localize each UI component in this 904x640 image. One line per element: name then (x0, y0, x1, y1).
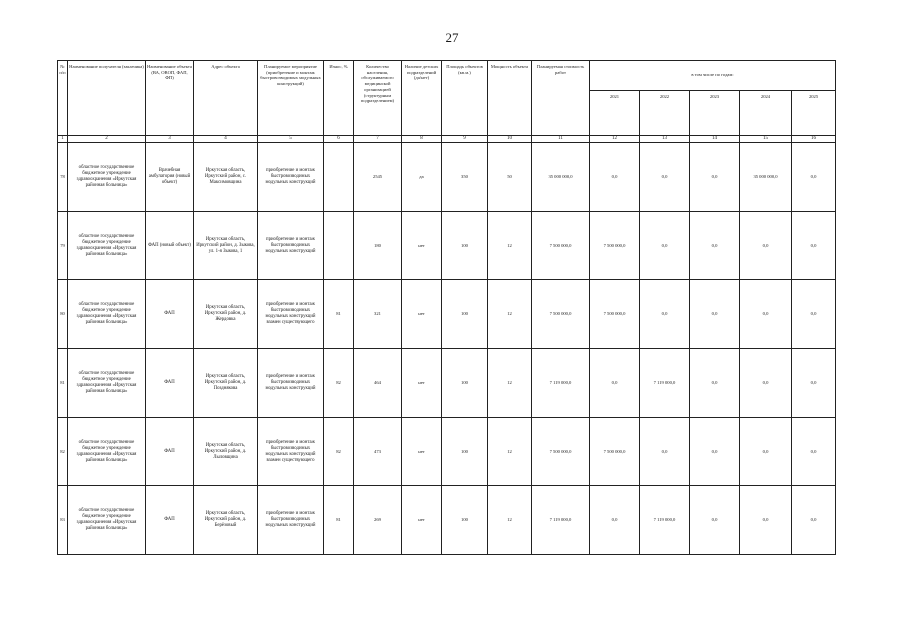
table-row (58, 143, 836, 212)
header-address: Адрес объекта (194, 61, 258, 136)
year-2024-cell: 0,0 (740, 211, 792, 280)
col-number: 14 (690, 135, 740, 142)
row-number: 78 (58, 143, 68, 212)
cost-cell: 7 500 000,0 (532, 417, 590, 486)
header-row (58, 61, 836, 91)
action-cell: приобретение и монтаж быстровозводимых модульных конструкций (258, 211, 324, 280)
year-2024-cell: 0,0 (740, 280, 792, 349)
address-cell: Иркутская область, Иркутский район, с. Максимовщина (194, 143, 258, 212)
year-2022-cell: 0,0 (640, 280, 690, 349)
page-number: 27 (445, 30, 459, 45)
year-2024-cell: 0,0 (740, 417, 792, 486)
header-wear: Износ, % (324, 61, 354, 136)
capacity-cell: 12 (488, 486, 532, 555)
table-row (58, 349, 836, 418)
header-object: Наименование объекта (ВА, ОВОП, ФАП, ФП) (146, 61, 194, 136)
col-number: 11 (532, 135, 590, 142)
header-children: Наличие детских подразделений (да/нет) (402, 61, 442, 136)
year-2022-cell: 7 119 000,0 (640, 349, 690, 418)
area-cell: 350 (442, 143, 488, 212)
header-recipient: Наименование получателя (заказчика) (68, 61, 146, 136)
population-cell: 180 (354, 211, 402, 280)
capacity-cell: 50 (488, 143, 532, 212)
column-number-row (58, 135, 836, 142)
recipient-cell: областное государственное бюджетное учреждение здравоохранения «Иркутская районная больница» (68, 280, 146, 349)
object-cell: Врачебная амбулатория (новый объект) (146, 143, 194, 212)
header-num: № п/п (58, 61, 68, 136)
population-cell: 321 (354, 280, 402, 349)
recipient-cell: областное государственное бюджетное учреждение здравоохранения «Иркутская районная больница» (68, 349, 146, 418)
capacity-cell: 12 (488, 280, 532, 349)
cost-cell: 7 500 000,0 (532, 211, 590, 280)
header-years-group: в том числе по годам: (590, 61, 836, 91)
col-number: 4 (194, 135, 258, 142)
address-cell: Иркутская область, Иркутский район, д. Зыкова, ул. 1-я Зыкова, 1 (194, 211, 258, 280)
year-2022-cell: 0,0 (640, 143, 690, 212)
area-cell: 100 (442, 280, 488, 349)
area-cell: 100 (442, 349, 488, 418)
year-2024-cell: 0,0 (740, 349, 792, 418)
header-capacity: Мощность объекта (488, 61, 532, 136)
wear-cell (324, 211, 354, 280)
header-area: Площадь объектов (кв.м.) (442, 61, 488, 136)
population-cell: 269 (354, 486, 402, 555)
investment-table (57, 60, 836, 555)
year-2025-cell: 0,0 (792, 349, 836, 418)
capacity-cell: 12 (488, 349, 532, 418)
row-number: 81 (58, 349, 68, 418)
area-cell: 100 (442, 486, 488, 555)
children-cell: нет (402, 417, 442, 486)
cost-cell: 7 119 000,0 (532, 486, 590, 555)
population-cell: 473 (354, 417, 402, 486)
header-year-2023: 2023 (690, 90, 740, 135)
year-2021-cell: 7 500 000,0 (590, 417, 640, 486)
header-year-2025: 2025 (792, 90, 836, 135)
area-cell: 100 (442, 211, 488, 280)
header-year-2022: 2022 (640, 90, 690, 135)
col-number: 2 (68, 135, 146, 142)
header-population: Количество населения, обслуживаемого медицинской организацией (структурным подразделением) (354, 61, 402, 136)
header-year-2021: 2021 (590, 90, 640, 135)
object-cell: ФАП (146, 486, 194, 555)
year-2025-cell: 0,0 (792, 143, 836, 212)
children-cell: нет (402, 349, 442, 418)
year-2021-cell: 7 500 000,0 (590, 211, 640, 280)
recipient-cell: областное государственное бюджетное учреждение здравоохранения «Иркутская районная больница» (68, 211, 146, 280)
cost-cell: 7 119 000,0 (532, 349, 590, 418)
object-cell: ФАП (146, 349, 194, 418)
year-2023-cell: 0,0 (690, 486, 740, 555)
year-2025-cell: 0,0 (792, 211, 836, 280)
row-number: 79 (58, 211, 68, 280)
year-2022-cell: 7 119 000,0 (640, 486, 690, 555)
wear-cell (324, 143, 354, 212)
wear-cell: 81 (324, 280, 354, 349)
object-cell: ФАП (146, 280, 194, 349)
area-cell: 100 (442, 417, 488, 486)
col-number: 1 (58, 135, 68, 142)
cost-cell: 7 500 000,0 (532, 280, 590, 349)
address-cell: Иркутская область, Иркутский район, д. Лыловщина (194, 417, 258, 486)
year-2025-cell: 0,0 (792, 280, 836, 349)
object-cell: ФАП (новый объект) (146, 211, 194, 280)
col-number: 9 (442, 135, 488, 142)
year-2023-cell: 0,0 (690, 417, 740, 486)
year-2024-cell: 0,0 (740, 486, 792, 555)
action-cell: приобретение и монтаж быстровозводимых модульных конструкций (258, 349, 324, 418)
col-number: 6 (324, 135, 354, 142)
children-cell: нет (402, 280, 442, 349)
population-cell: 2545 (354, 143, 402, 212)
year-2021-cell: 7 500 000,0 (590, 280, 640, 349)
children-cell: нет (402, 211, 442, 280)
col-number: 5 (258, 135, 324, 142)
year-2023-cell: 0,0 (690, 349, 740, 418)
year-2022-cell: 0,0 (640, 211, 690, 280)
year-2025-cell: 0,0 (792, 486, 836, 555)
capacity-cell: 12 (488, 417, 532, 486)
object-cell: ФАП (146, 417, 194, 486)
action-cell: приобретение и монтаж быстровозводимых модульных конструкций взамен существующего (258, 417, 324, 486)
table-row (58, 417, 836, 486)
year-2023-cell: 0,0 (690, 143, 740, 212)
address-cell: Иркутская область, Иркутский район, д. Позднякова (194, 349, 258, 418)
col-number: 15 (740, 135, 792, 142)
col-number: 16 (792, 135, 836, 142)
col-number: 7 (354, 135, 402, 142)
header-cost: Планируемая стоимость работ (532, 61, 590, 136)
row-number: 80 (58, 280, 68, 349)
col-number: 12 (590, 135, 640, 142)
col-number: 8 (402, 135, 442, 142)
address-cell: Иркутская область, Иркутский район, д. Жердовка (194, 280, 258, 349)
action-cell: приобретение и монтаж быстровозводимых модульных конструкций (258, 143, 324, 212)
children-cell: нет (402, 486, 442, 555)
year-2025-cell: 0,0 (792, 417, 836, 486)
table-body (58, 143, 836, 555)
capacity-cell: 12 (488, 211, 532, 280)
recipient-cell: областное государственное бюджетное учреждение здравоохранения «Иркутская районная больница» (68, 417, 146, 486)
header-year-2024: 2024 (740, 90, 792, 135)
year-2021-cell: 0,0 (590, 486, 640, 555)
recipient-cell: областное государственное бюджетное учреждение здравоохранения «Иркутская районная больница» (68, 143, 146, 212)
table-row (58, 486, 836, 555)
header-action: Планируемое мероприятие (приобретение и монтаж быстровозводимых модульных конструкций) (258, 61, 324, 136)
action-cell: приобретение и монтаж быстровозводимых модульных конструкций (258, 486, 324, 555)
year-2021-cell: 0,0 (590, 349, 640, 418)
wear-cell: 82 (324, 349, 354, 418)
wear-cell: 82 (324, 417, 354, 486)
table-row (58, 211, 836, 280)
col-number: 10 (488, 135, 532, 142)
year-2023-cell: 0,0 (690, 211, 740, 280)
year-2024-cell: 35 000 000,0 (740, 143, 792, 212)
children-cell: да (402, 143, 442, 212)
population-cell: 464 (354, 349, 402, 418)
year-2021-cell: 0,0 (590, 143, 640, 212)
col-number: 3 (146, 135, 194, 142)
address-cell: Иркутская область, Иркутский район, д. Берёзовый (194, 486, 258, 555)
table-row (58, 280, 836, 349)
row-number: 83 (58, 486, 68, 555)
year-2023-cell: 0,0 (690, 280, 740, 349)
action-cell: приобретение и монтаж быстровозводимых модульных конструкций взамен существующего (258, 280, 324, 349)
recipient-cell: областное государственное бюджетное учреждение здравоохранения «Иркутская районная больница» (68, 486, 146, 555)
wear-cell: 81 (324, 486, 354, 555)
row-number: 82 (58, 417, 68, 486)
cost-cell: 35 000 000,0 (532, 143, 590, 212)
col-number: 13 (640, 135, 690, 142)
year-2022-cell: 0,0 (640, 417, 690, 486)
